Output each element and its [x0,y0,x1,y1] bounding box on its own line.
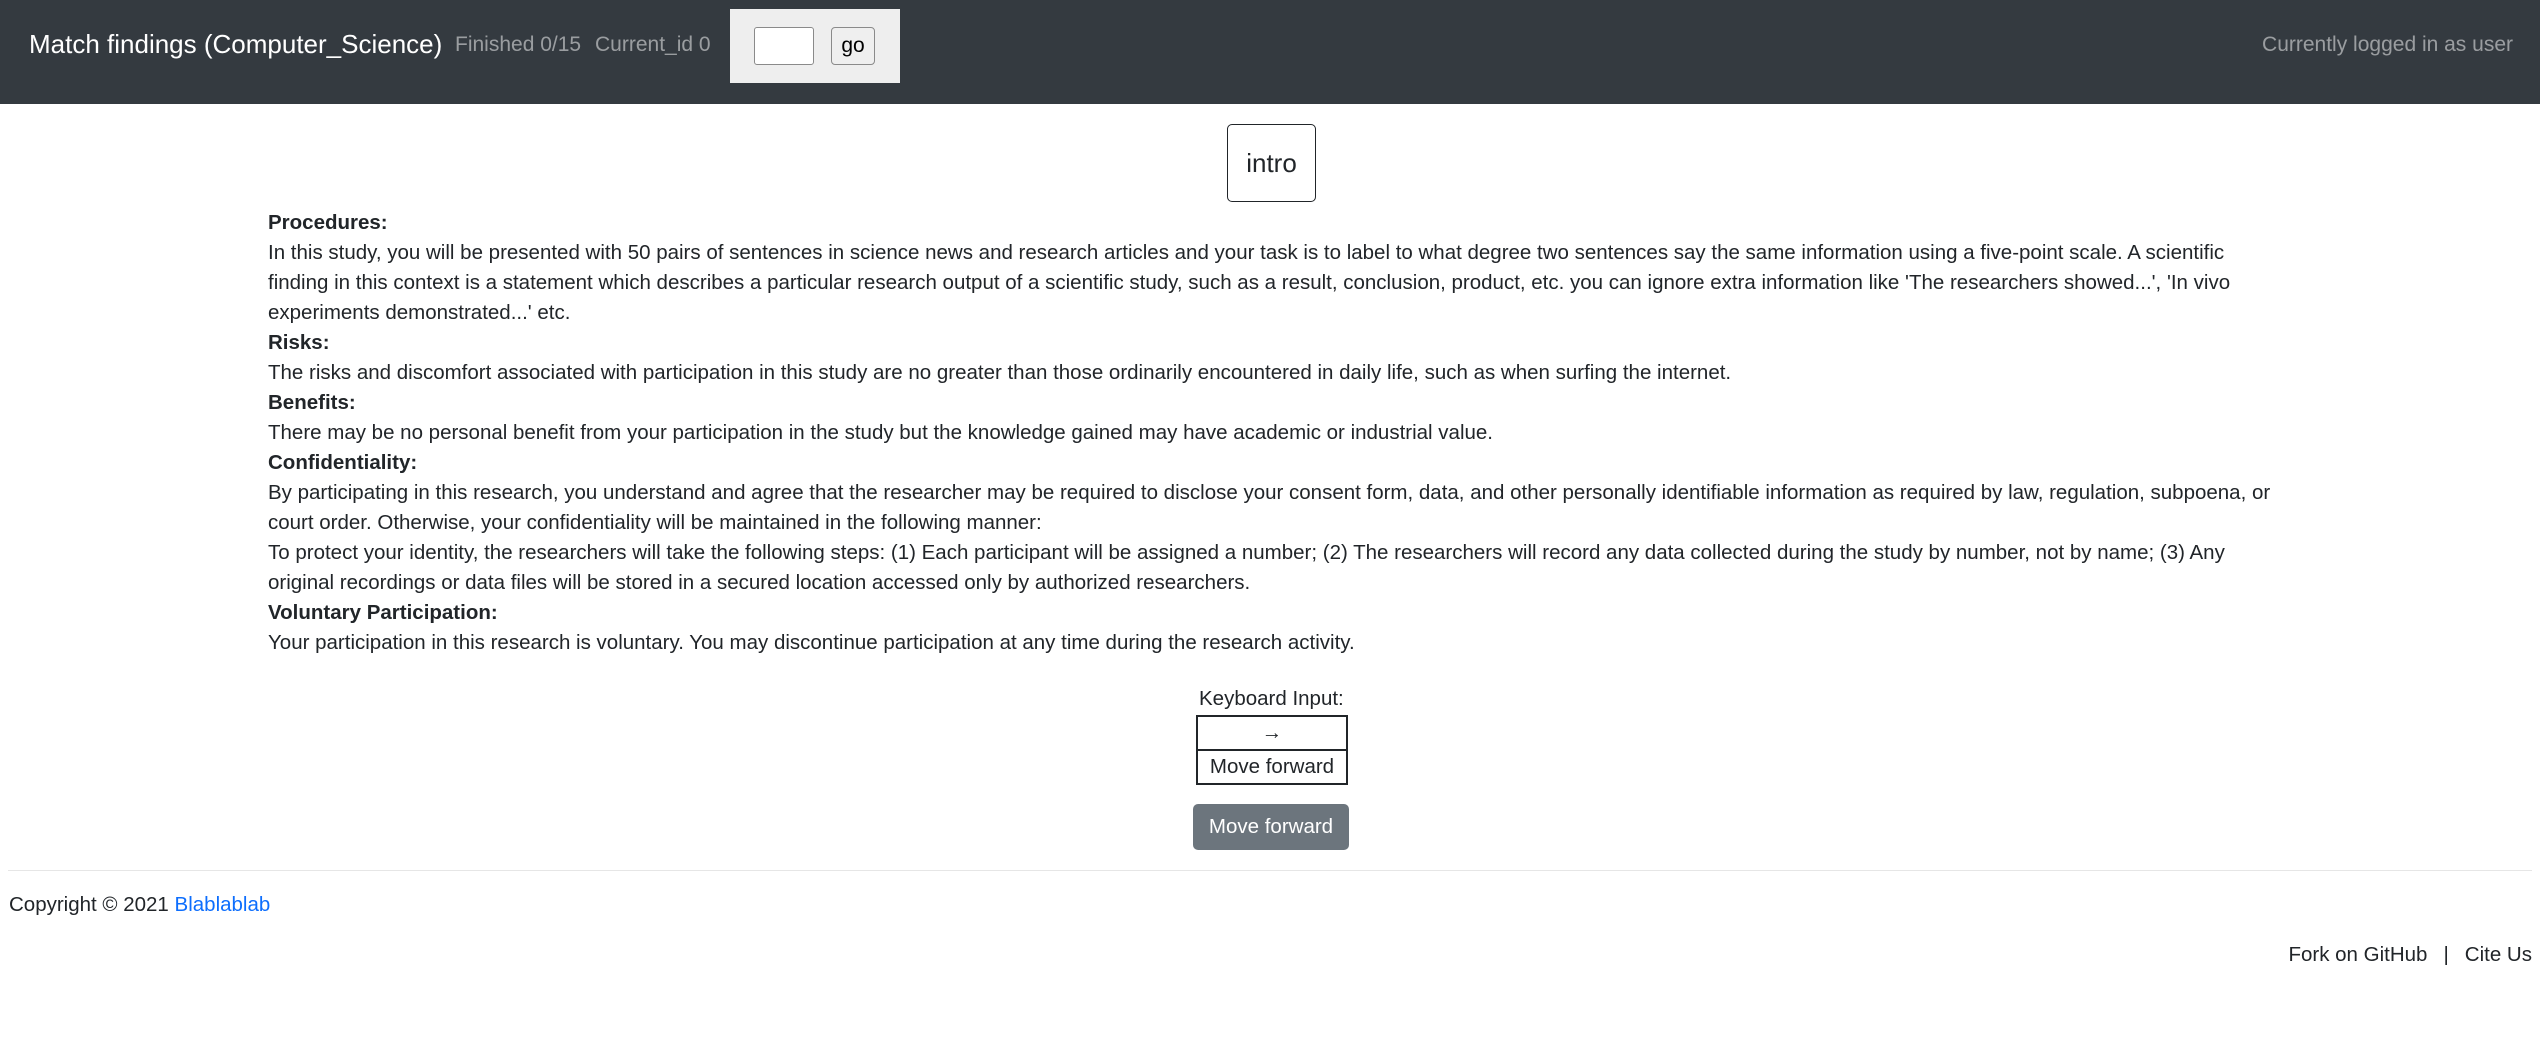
move-forward-button[interactable]: Move forward [1193,804,1349,850]
keyboard-shortcut-table [1196,715,1348,785]
procedures-text: In this study, you will be presented with 50 pairs of sentences in science news and research articles and your task is to label to what degree two sentences say the same information using a five-point scale. A scientific finding in this context is a statement which describes a particular research output of a scientific study, such as a result, conclusion, product, etc. you can ignore extra information like 'The researchers showed...', 'In vivo experiments demonstrated...' etc. [268,241,2231,324]
fork-on-github-link[interactable]: Fork on GitHub [2288,943,2428,966]
confidentiality-steps-text: To protect your identity, the researchers will take the following steps: (1) Each participant will be assigned a number; (2) The researchers will record any data collected during the study by number, not by name; (3) Any original recordings or data files will be stored in a secured location accessed only by authorized researchers. [268,541,2225,594]
jump-to-id-form [730,9,900,83]
risks-text: The risks and discomfort associated with participation in this study are no greater than those ordinarily encountered in daily life, such as when surfing the internet. [268,361,1732,384]
current-id-label: Current_id 0 [595,33,711,56]
phase-indicator: intro [1227,124,1316,202]
go-button[interactable]: go [831,27,875,65]
footer-links [2288,943,2532,967]
confidentiality-text: By participating in this research, you understand and agree that the researcher may be required to disclose your consent form, data, and other personally identifiable information as required by law, regulation, subpoena, or court order. Otherwise, your confidentiality will be maintained in the following manner: [268,481,2271,534]
action-row [1197,750,1347,784]
top-navbar [0,0,2540,104]
footer-separator: | [2443,943,2449,966]
benefits-text: There may be no personal benefit from your participation in the study but the knowledge gained may have academic or industrial value. [268,421,1494,444]
key-row [1197,716,1347,750]
copyright [9,893,270,917]
org-link[interactable]: Blablablab [174,893,271,916]
id-input[interactable] [754,27,814,65]
risks-heading: Risks: [268,331,330,354]
footer-divider [8,870,2532,871]
benefits-heading: Benefits: [268,391,356,414]
confidentiality-heading: Confidentiality: [268,451,418,474]
copyright-text: Copyright © 2021 [9,893,169,916]
finished-counter: Finished 0/15 [455,33,582,56]
logged-in-user-text: Currently logged in as user [2262,33,2513,56]
key-action-label: Move forward [1197,750,1347,784]
cite-us-link[interactable]: Cite Us [2464,943,2532,966]
keyboard-input-label: Keyboard Input: [1199,687,1344,710]
app-title[interactable]: Match findings (Computer_Science) [29,29,443,59]
voluntary-text: Your participation in this research is voluntary. You may discontinue participation at any time during the research activity. [268,631,1355,654]
right-arrow-key: → [1197,716,1347,750]
intro-content [268,208,2278,658]
procedures-heading: Procedures: [268,211,388,234]
voluntary-heading: Voluntary Participation: [268,601,498,624]
